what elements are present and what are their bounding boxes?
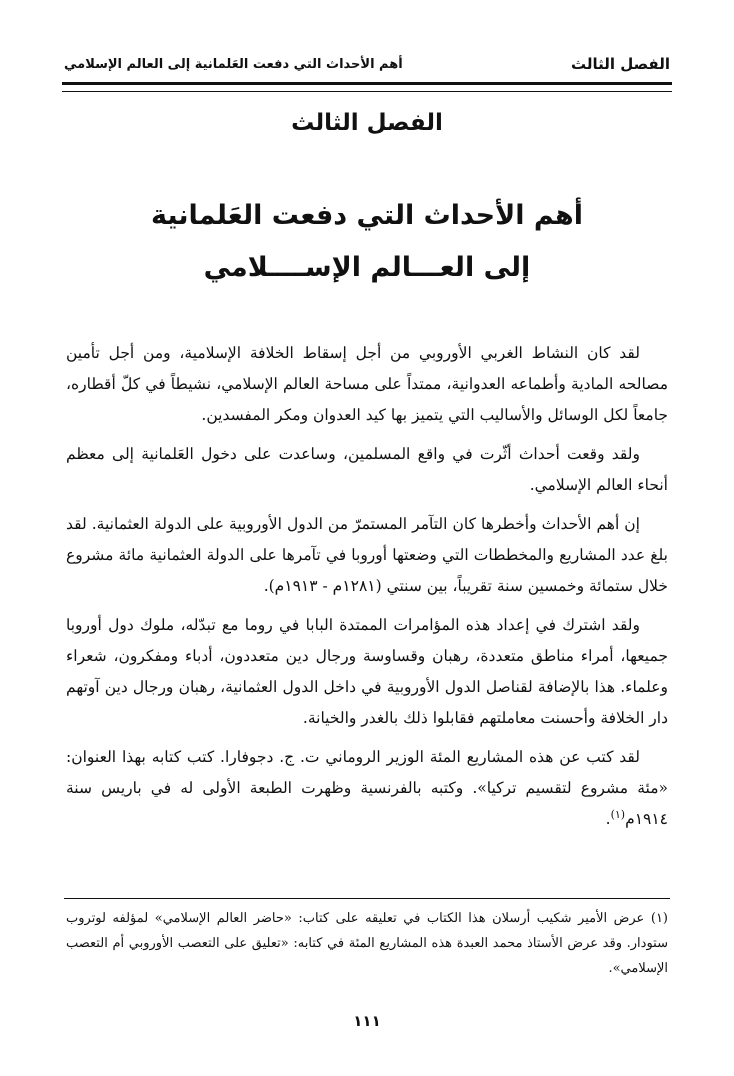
- paragraph: لقد كتب عن هذه المشاريع المئة الوزير الروماني ت. ج. دجوفارا. كتب كتابه بهذا العنوان: «مئة مشروع لتقسيم تركيا». وكتبه بالفرنسية وظهرت الطبعة الأولى له في باريس سنة ١٩١٤م$^{(١)}$.: [66, 748, 668, 828]
- footnote: (١) عرض الأمير شكيب أرسلان هذا الكتاب في تعليقه على كتاب: «حاضر العالم الإسلامي» لمؤلفه لوتروب ستودار. وقد عرض الأستاذ محمد العبدة هذه المشاريع المئة في كتابه: «تعليق على التعصب الأوروبي أم التعصب الإسلامي».: [66, 911, 668, 976]
- page-number: ١١١: [353, 1012, 381, 1030]
- footnotes: [66, 906, 668, 981]
- paragraph-text: لقد كتب عن هذه المشاريع المئة الوزير الروماني ت. ج. دجوفارا. كتب كتابه بهذا العنوان: «مئة مشروع لتقسيم تركيا». وكتبه بالفرنسية وظهرت الطبعة الأولى له في باريس سنة ١٩١٤م: [66, 748, 668, 828]
- page-title-line-1: أهم الأحداث التي دفعت العَلمانية: [150, 200, 584, 231]
- paragraph: إن أهم الأحداث وأخطرها كان التآمر المستمرّ من الدول الأوروبية على الدولة العثمانية. لقد بلغ عدد المشاريع والمخططات التي وضعتها أوروبا في تآمرها على الدولة العثمانية مائة مشروع خلال ستمائة وخمسين سنة تقريباً، بين سنتي (١٢٨١م - ١٩١٣م).: [66, 515, 668, 595]
- page-title-line-2: إلى العـــالم الإســــلامي: [203, 252, 531, 283]
- footnote-reference[interactable]: (١): [610, 807, 626, 821]
- header-rule: [62, 82, 672, 92]
- header-chapter-label: الفصل الثالث: [570, 55, 670, 73]
- body-text: [66, 338, 668, 843]
- running-header: [64, 50, 670, 78]
- paragraph: ولقد وقعت أحداث أثّرت في واقع المسلمين، وساعدت على دخول العَلمانية إلى معظم أنحاء العالم الإسلامي.: [66, 445, 668, 494]
- paragraph: لقد كان النشاط الغربي الأوروبي من أجل إسقاط الخلافة الإسلامية، ومن أجل تأمين مصالحه المادية وأطماعه العدوانية، ممتداً على مساحة العالم الإسلامي، نشيطاً في كلّ أقطاره، جامعاً لكل الوسائل والأساليب التي يتميز بها كيد العدوان ومكر المفسدين.: [66, 344, 668, 424]
- paragraph: ولقد اشترك في إعداد هذه المؤامرات الممتدة البابا في روما مع تبدّله، ملوك دول أوروبا جميعها، أمراء مناطق متعددة، رهبان وقساوسة ورجال دين متعددون، أدباء ومفكرون، شعراء وعلماء. هذا بالإضافة لقناصل الدول الأوروبية في داخل الدول العثمانية، رهبان ورجال دين آوتهم دار الخلافة وأحسنت معاملتهم فقابلوا ذلك بالغدر والخيانة.: [66, 616, 668, 727]
- header-running-title: أهم الأحداث التي دفعت العَلمانية إلى العالم الإسلامي: [64, 56, 403, 72]
- footnote-divider: [64, 898, 670, 899]
- chapter-title: الفصل الثالث: [291, 110, 443, 136]
- page-title: [60, 190, 674, 294]
